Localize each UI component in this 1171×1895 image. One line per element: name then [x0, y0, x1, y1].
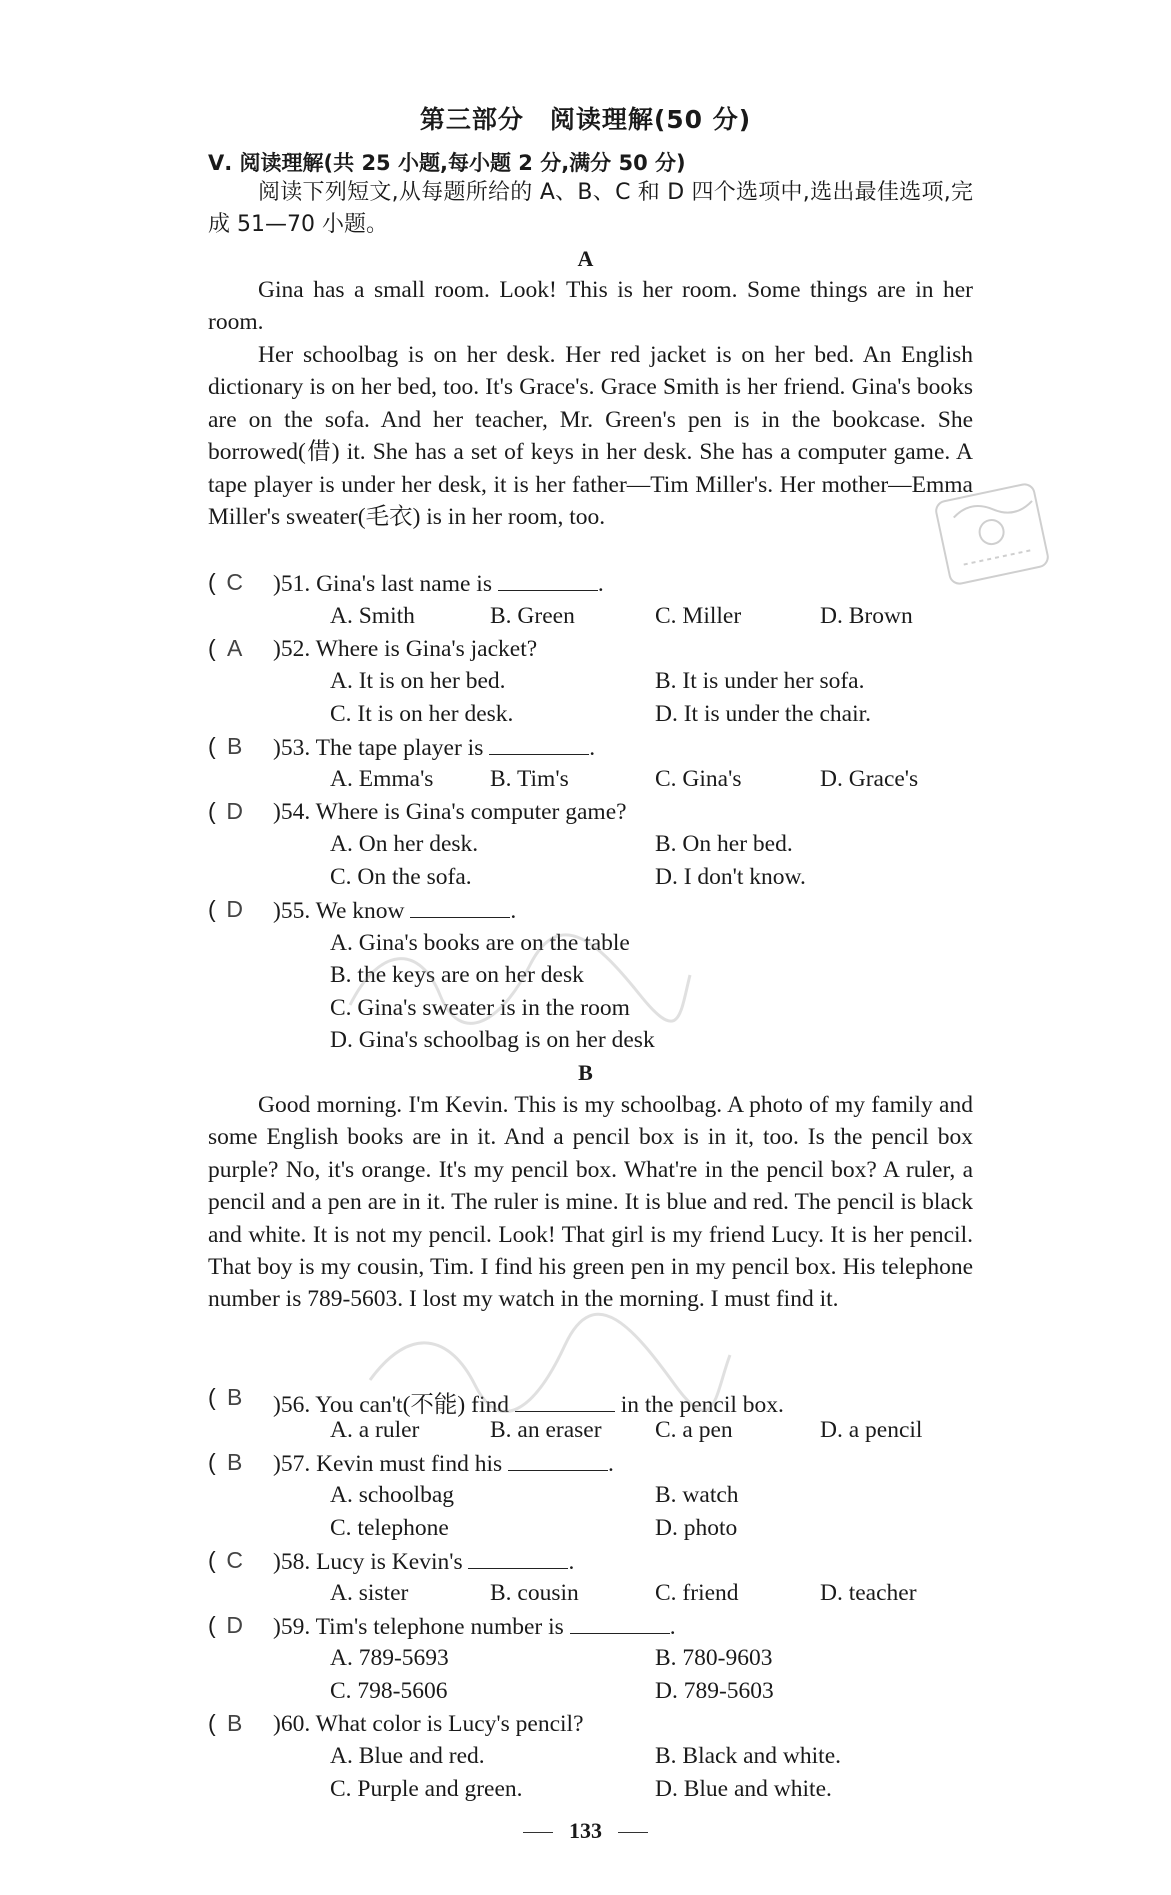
answer-blank: [508, 1450, 608, 1471]
passage-a-paragraph-1: Gina has a small room. Look! This is her room. Some things are in her room.: [208, 277, 973, 336]
question-52-option-d: D. It is under the chair.: [655, 701, 872, 727]
question-55-option-d: D. Gina's schoolbag is on her desk: [330, 1027, 655, 1053]
question-54-option-c: C. On the sofa.: [330, 864, 472, 890]
question-52-answer: ( A: [208, 635, 243, 661]
watermark-scribble-icon: [360, 1310, 740, 1420]
question-51-option-c: C. Miller: [655, 603, 742, 629]
question-54-option-b: B. On her bed.: [655, 831, 793, 857]
question-60-option-d: D. Blue and white.: [655, 1776, 832, 1802]
question-56-option-d: D. a pencil: [820, 1417, 923, 1443]
question-54-stem: )54. Where is Gina's computer game?: [273, 799, 627, 825]
question-59-option-d: D. 789-5603: [655, 1678, 774, 1704]
question-60-answer: ( B: [208, 1710, 243, 1736]
answer-blank: [498, 570, 598, 591]
question-60-option-b: B. Black and white.: [655, 1743, 842, 1769]
question-56-stem: )56. You can't(不能) find in the pencil box.: [273, 1392, 784, 1418]
question-58-option-a: A. sister: [330, 1580, 409, 1606]
page-number-dash-right: [618, 1832, 648, 1833]
question-55-stem: )55. We know .: [273, 898, 517, 924]
question-56-answer: ( B: [208, 1384, 243, 1410]
passage-a-letter: A: [577, 246, 594, 271]
passage-a-paragraph-2: Her schoolbag is on her desk. Her red jacket is on her bed. An English dictionary is on her bed, too. It's Grace's. Grace Smith is her friend. Gina's books are on the sofa. And her teacher, Mr. Green's pen is in the bookcase. She borrowed(借) it. She has a set of keys in her desk. She has a computer game. A tape player is under her desk, it is her father—Tim Miller's. Her mother—Emma Miller's sweater(毛衣) is in her room, too.: [208, 342, 973, 531]
question-59-answer: ( D: [208, 1612, 243, 1638]
question-55-option-b: B. the keys are on her desk: [330, 962, 584, 988]
question-60-stem: )60. What color is Lucy's pencil?: [273, 1711, 584, 1737]
question-58-option-b: B. cousin: [490, 1580, 579, 1606]
question-53-option-c: C. Gina's: [655, 766, 742, 792]
question-55-option-a: A. Gina's books are on the table: [330, 930, 630, 956]
question-51-answer: ( C: [208, 569, 243, 595]
question-59-option-a: A. 789-5693: [330, 1645, 449, 1671]
question-59-option-b: B. 780-9603: [655, 1645, 773, 1671]
question-52-option-b: B. It is under her sofa.: [655, 668, 865, 694]
instruction-text: 阅读下列短文,从每题所给的 A、B、C 和 D 四个选项中,选出最佳选项,完成 51—70 小题。: [208, 180, 973, 238]
question-57-option-a: A. schoolbag: [330, 1482, 455, 1508]
question-53-stem: )53. The tape player is .: [273, 735, 596, 761]
question-54-option-a: A. On her desk.: [330, 831, 479, 857]
question-56-option-c: C. a pen: [655, 1417, 733, 1443]
answer-blank: [570, 1613, 670, 1634]
question-51-stem: )51. Gina's last name is .: [273, 571, 604, 597]
passage-b-letter: B: [578, 1060, 593, 1085]
question-57-option-c: C. telephone: [330, 1515, 449, 1541]
question-60-option-c: C. Purple and green.: [330, 1776, 523, 1802]
question-52-option-a: A. It is on her bed.: [330, 668, 506, 694]
question-54-answer: ( D: [208, 798, 243, 824]
page-title: 第三部分 阅读理解(50 分): [419, 105, 752, 134]
question-57-stem: )57. Kevin must find his .: [273, 1451, 614, 1477]
question-56-option-a: A. a ruler: [330, 1417, 420, 1443]
answer-blank: [468, 1548, 568, 1569]
question-56-option-b: B. an eraser: [490, 1417, 602, 1443]
watermark-stamp-icon: [928, 470, 1056, 598]
watermark-scribble-icon: [340, 925, 700, 1035]
question-58-option-d: D. teacher: [820, 1580, 917, 1606]
question-57-option-b: B. watch: [655, 1482, 739, 1508]
question-55-option-c: C. Gina's sweater is in the room: [330, 995, 630, 1021]
answer-blank: [410, 897, 510, 918]
question-53-option-b: B. Tim's: [490, 766, 569, 792]
question-53-option-d: D. Grace's: [820, 766, 919, 792]
question-53-option-a: A. Emma's: [330, 766, 434, 792]
page-number-dash-left: [523, 1832, 553, 1833]
question-60-option-a: A. Blue and red.: [330, 1743, 485, 1769]
question-54-option-d: D. I don't know.: [655, 864, 806, 890]
question-53-answer: ( B: [208, 733, 243, 759]
question-51-option-d: D. Brown: [820, 603, 913, 629]
question-57-answer: ( B: [208, 1449, 243, 1475]
section-heading: Ⅴ. 阅读理解(共 25 小题,每小题 2 分,满分 50 分): [208, 151, 686, 175]
question-51-option-b: B. Green: [490, 603, 575, 629]
question-58-stem: )58. Lucy is Kevin's .: [273, 1549, 575, 1575]
passage-b-paragraph-1: Good morning. I'm Kevin. This is my schoolbag. A photo of my family and some English books are in it. And a pencil box is in it, too. Is the pencil box purple? No, it's orange. It's my pencil box. What're in the pencil box? A ruler, a pencil and a pen are in it. The ruler is mine. It is blue and red. The pencil is black and white. It is not my pencil. Look! That girl is my friend Lucy. It is her pencil. That boy is my cousin, Tim. I find his green pen in my pencil box. His telephone number is 789-5603. I lost my watch in the morning. I must find it.: [208, 1092, 973, 1313]
question-55-answer: ( D: [208, 896, 243, 922]
question-59-stem: )59. Tim's telephone number is .: [273, 1614, 676, 1640]
answer-blank: [489, 734, 589, 755]
question-58-answer: ( C: [208, 1547, 243, 1573]
question-57-option-d: D. photo: [655, 1515, 738, 1541]
question-51-option-a: A. Smith: [330, 603, 415, 629]
question-58-option-c: C. friend: [655, 1580, 739, 1606]
question-52-option-c: C. It is on her desk.: [330, 701, 514, 727]
question-52-stem: )52. Where is Gina's jacket?: [273, 636, 538, 662]
page-number: 133: [0, 1818, 1171, 1844]
question-59-option-c: C. 798-5606: [330, 1678, 448, 1704]
